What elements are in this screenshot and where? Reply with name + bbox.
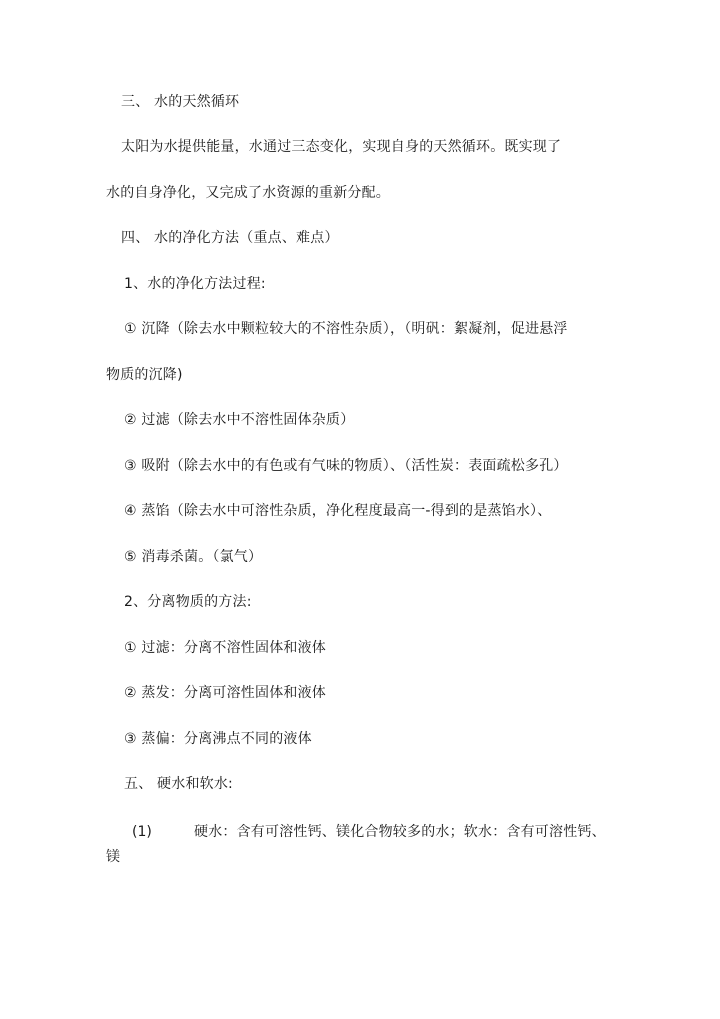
- subsection1-heading: 1、水的净化方法过程:: [124, 276, 266, 292]
- purification-item1-line2: 物质的沉降): [106, 367, 183, 383]
- hard-water-definition-line1: 硬水：含有可溶性钙、镁化合物较多的水；软水：含有可溶性钙、: [194, 824, 606, 840]
- separation-item2: ② 蒸发：分离可溶性固体和液体: [124, 685, 327, 701]
- section3-paragraph-line2: 水的自身净化，又完成了水资源的重新分配。: [106, 185, 390, 201]
- purification-item3: ③ 吸附（除去水中的有色或有气味的物质）、（活性炭：表面疏松多孔）: [124, 458, 568, 474]
- section3-paragraph-line1: 太阳为水提供能量，水通过三态变化，实现自身的天然循环。既实现了: [121, 139, 562, 155]
- purification-item5: ⑤ 消毒杀菌。（氯气）: [124, 549, 263, 565]
- separation-item1: ① 过滤：分离不溶性固体和液体: [124, 640, 327, 656]
- hard-water-definition-line2: 镁: [106, 849, 121, 865]
- section3-heading: 三、 水的天然循环: [121, 94, 240, 110]
- section5-heading: 五、 硬水和软水:: [124, 776, 233, 792]
- purification-item2: ② 过滤（除去水中不溶性固体杂质）: [124, 412, 355, 428]
- purification-item4: ④ 蒸馅（除去水中可溶性杂质，净化程度最高一-得到的是蒸馅水）、: [124, 503, 552, 519]
- separation-item3: ③ 蒸偏：分离沸点不同的液体: [124, 731, 312, 747]
- hard-water-number: (1): [132, 824, 152, 840]
- section4-heading: 四、 水的净化方法（重点、难点）: [121, 230, 339, 246]
- subsection2-heading: 2、分离物质的方法:: [124, 594, 252, 610]
- purification-item1-line1: ① 沉降（除去水中颗粒较大的不溶性杂质），（明矾：絮凝剂，促进悬浮: [124, 321, 568, 337]
